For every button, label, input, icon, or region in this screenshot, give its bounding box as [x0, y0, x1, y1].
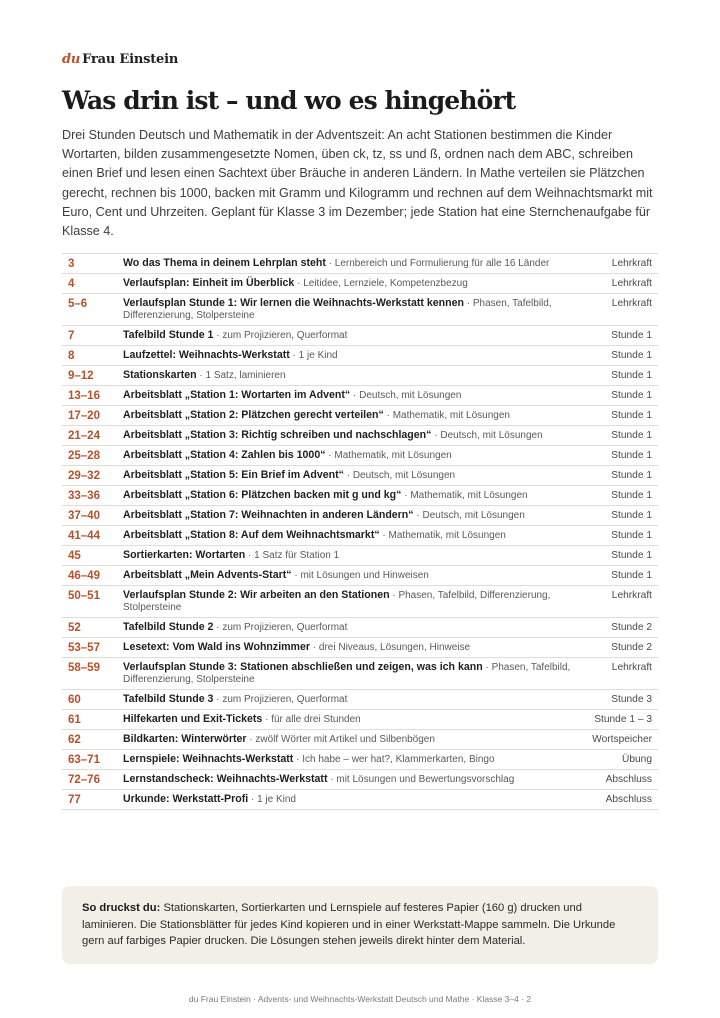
- contents-row: [62, 790, 658, 810]
- row-title: Lernspiele: Weihnachts-Werkstatt: [123, 753, 294, 765]
- row-entry: [123, 326, 583, 346]
- row-entry: [123, 710, 583, 730]
- contents-body: [62, 254, 658, 810]
- row-page: 33–36: [62, 486, 123, 506]
- row-page: 52: [62, 618, 123, 638]
- row-separator: ·: [291, 570, 301, 581]
- row-audience: Stunde 1: [583, 386, 658, 406]
- row-title: Arbeitsblatt „Station 6: Plätzchen backen mit g und kg“: [123, 489, 402, 501]
- row-title: Verlaufsplan Stunde 2: Wir arbeiten an den Stationen: [123, 589, 390, 601]
- row-description: Deutsch, mit Lösungen: [359, 390, 462, 401]
- row-title: Stationskarten: [123, 369, 197, 381]
- row-separator: ·: [246, 734, 256, 745]
- row-description: zum Projizieren, Querformat: [222, 330, 348, 341]
- row-separator: ·: [262, 714, 272, 725]
- row-page: 60: [62, 690, 123, 710]
- row-title: Arbeitsblatt „Station 5: Ein Brief im Advent“: [123, 469, 344, 481]
- row-audience: Stunde 1: [583, 466, 658, 486]
- contents-row: [62, 526, 658, 546]
- row-separator: ·: [389, 590, 399, 601]
- row-page: 61: [62, 710, 123, 730]
- row-title: Arbeitsblatt „Station 3: Richtig schreiben und nachschlagen“: [123, 429, 432, 441]
- row-description: zwölf Wörter mit Artikel und Silbenbögen: [255, 734, 435, 745]
- row-title: Arbeitsblatt „Station 2: Plätzchen gerecht verteilen“: [123, 409, 384, 421]
- row-entry: [123, 406, 583, 426]
- row-audience: Stunde 1: [583, 546, 658, 566]
- contents-row: [62, 386, 658, 406]
- row-description: 1 Satz für Station 1: [254, 550, 340, 561]
- row-audience: Stunde 1: [583, 346, 658, 366]
- contents-row: [62, 658, 658, 690]
- contents-row: [62, 690, 658, 710]
- row-entry: [123, 526, 583, 546]
- row-title: Lesetext: Vom Wald ins Wohnzimmer: [123, 641, 310, 653]
- row-description: Deutsch, mit Lösungen: [422, 510, 525, 521]
- row-title: Wo das Thema in deinem Lehrplan steht: [123, 257, 326, 269]
- row-audience: Stunde 1: [583, 426, 658, 446]
- row-title: Tafelbild Stunde 3: [123, 693, 214, 705]
- row-description: Lernbereich und Formulierung für alle 16 Länder: [334, 258, 550, 269]
- row-separator: ·: [213, 622, 223, 633]
- row-separator: ·: [350, 390, 360, 401]
- row-audience: Stunde 1 – 3: [583, 710, 658, 730]
- row-page: 77: [62, 790, 123, 810]
- row-audience: Abschluss: [583, 770, 658, 790]
- row-separator: ·: [401, 490, 411, 501]
- row-separator: ·: [310, 642, 319, 653]
- row-title: Bildkarten: Winterwörter: [123, 733, 247, 745]
- contents-row: [62, 274, 658, 294]
- row-audience: Stunde 1: [583, 406, 658, 426]
- row-title: Arbeitsblatt „Mein Advents-Start“: [123, 569, 292, 581]
- row-separator: ·: [413, 510, 423, 521]
- row-page: 13–16: [62, 386, 123, 406]
- row-entry: [123, 386, 583, 406]
- row-entry: [123, 770, 583, 790]
- contents-row: [62, 586, 658, 618]
- row-entry: [123, 254, 583, 274]
- row-audience: Lehrkraft: [583, 294, 658, 326]
- contents-row: [62, 566, 658, 586]
- row-entry: [123, 730, 583, 750]
- row-audience: Lehrkraft: [583, 586, 658, 618]
- row-title: Urkunde: Werkstatt-Profi: [123, 793, 249, 805]
- row-description: Phasen, Tafelbild, Differenzierung, Stolpersteine: [123, 298, 552, 321]
- row-entry: [123, 618, 583, 638]
- row-entry: [123, 346, 583, 366]
- row-audience: Stunde 2: [583, 618, 658, 638]
- row-audience: Stunde 1: [583, 366, 658, 386]
- row-description: zum Projizieren, Querformat: [222, 694, 348, 705]
- row-page: 72–76: [62, 770, 123, 790]
- contents-row: [62, 546, 658, 566]
- row-entry: [123, 790, 583, 810]
- row-description: Mathematik, mit Lösungen: [410, 490, 528, 501]
- contents-row: [62, 346, 658, 366]
- row-page: 3: [62, 254, 123, 274]
- row-title: Hilfekarten und Exit-Tickets: [123, 713, 263, 725]
- row-page: 53–57: [62, 638, 123, 658]
- row-title: Arbeitsblatt „Station 8: Auf dem Weihnachtsmarkt“: [123, 529, 380, 541]
- row-page: 41–44: [62, 526, 123, 546]
- row-page: 37–40: [62, 506, 123, 526]
- row-entry: [123, 690, 583, 710]
- contents-row: [62, 730, 658, 750]
- row-page: 62: [62, 730, 123, 750]
- row-separator: ·: [327, 774, 337, 785]
- row-separator: ·: [325, 258, 335, 269]
- row-audience: Lehrkraft: [583, 658, 658, 690]
- row-audience: Lehrkraft: [583, 274, 658, 294]
- row-separator: ·: [245, 550, 255, 561]
- contents-row: [62, 466, 658, 486]
- row-separator: ·: [294, 278, 304, 289]
- row-description: Phasen, Tafelbild, Differenzierung, Stolpersteine: [123, 590, 551, 613]
- row-separator: ·: [343, 470, 353, 481]
- intro-text: Drei Stunden Deutsch und Mathematik in der Adventszeit: An acht Stationen bestimmen die Kinder Wortarten, bilden zusammengesetzte Nomen, üben ck, tz, ss und ß, ordnen nach dem ABC, schreiben einen Brief und lesen einen Sachtext über Bräuche in anderen Ländern. In Mathe verteilen sie Plätzchen gerecht, rechnen bis 1000, backen mit Gramm und Kilogramm und rechnen auf dem Weihnachtsmarkt mit Euro, Cent und Uhrzeiten. Geplant für Klasse 3 im Dezember; jede Station hat eine Sternchenaufgabe für Klasse 4.: [62, 128, 653, 239]
- row-entry: [123, 546, 583, 566]
- row-audience: Stunde 1: [583, 506, 658, 526]
- row-separator: ·: [196, 370, 206, 381]
- row-page: 50–51: [62, 586, 123, 618]
- row-entry: [123, 466, 583, 486]
- print-note-label: So druckst du:: [82, 902, 161, 914]
- row-audience: Stunde 2: [583, 638, 658, 658]
- row-title: Lernstandscheck: Weihnachts-Werkstatt: [123, 773, 328, 785]
- contents-row: [62, 254, 658, 274]
- row-separator: ·: [325, 450, 335, 461]
- row-separator: ·: [431, 430, 441, 441]
- row-title: Verlaufsplan Stunde 1: Wir lernen die Weihnachts-Werkstatt kennen: [123, 297, 464, 309]
- row-entry: [123, 586, 583, 618]
- row-description: Ich habe – wer hat?, Klammerkarten, Bingo: [302, 754, 495, 765]
- row-title: Tafelbild Stunde 1: [123, 329, 214, 341]
- row-page: 21–24: [62, 426, 123, 446]
- row-description: 1 je Kind: [257, 794, 296, 805]
- row-separator: ·: [213, 694, 223, 705]
- row-entry: [123, 486, 583, 506]
- row-separator: ·: [293, 754, 303, 765]
- row-description: Leitidee, Lernziele, Kompetenzbezug: [303, 278, 468, 289]
- contents-row: [62, 638, 658, 658]
- row-page: 9–12: [62, 366, 123, 386]
- row-page: 46–49: [62, 566, 123, 586]
- row-page: 45: [62, 546, 123, 566]
- brand-du: du: [62, 52, 81, 67]
- row-separator: ·: [482, 662, 492, 673]
- row-separator: ·: [213, 330, 223, 341]
- row-entry: [123, 446, 583, 466]
- row-description: Mathematik, mit Lösungen: [334, 450, 452, 461]
- row-separator: ·: [289, 350, 299, 361]
- contents-row: [62, 486, 658, 506]
- row-entry: [123, 294, 583, 326]
- row-title: Tafelbild Stunde 2: [123, 621, 214, 633]
- row-title: Verlaufsplan: Einheit im Überblick: [123, 277, 295, 289]
- row-title: Arbeitsblatt „Station 7: Weihnachten in anderen Ländern“: [123, 509, 414, 521]
- row-audience: Stunde 1: [583, 326, 658, 346]
- row-page: 63–71: [62, 750, 123, 770]
- contents-row: [62, 366, 658, 386]
- row-audience: Lehrkraft: [583, 254, 658, 274]
- contents-row: [62, 750, 658, 770]
- row-audience: Stunde 1: [583, 566, 658, 586]
- contents-row: [62, 294, 658, 326]
- row-page: 7: [62, 326, 123, 346]
- row-description: zum Projizieren, Querformat: [222, 622, 348, 633]
- row-entry: [123, 274, 583, 294]
- row-description: Mathematik, mit Lösungen: [388, 530, 506, 541]
- row-page: 17–20: [62, 406, 123, 426]
- row-title: Verlaufsplan Stunde 3: Stationen abschließen und zeigen, was ich kann: [123, 661, 483, 673]
- row-separator: ·: [463, 298, 473, 309]
- row-description: mit Lösungen und Bewertungsvorschlag: [336, 774, 515, 785]
- row-description: 1 je Kind: [298, 350, 338, 361]
- row-entry: [123, 750, 583, 770]
- row-page: 25–28: [62, 446, 123, 466]
- page-title: Was drin ist – und wo es hingehört: [62, 86, 516, 115]
- contents-row: [62, 506, 658, 526]
- row-description: Mathematik, mit Lösungen: [392, 410, 510, 421]
- row-entry: [123, 506, 583, 526]
- row-separator: ·: [248, 794, 258, 805]
- row-entry: [123, 566, 583, 586]
- row-page: 58–59: [62, 658, 123, 690]
- row-audience: Stunde 3: [583, 690, 658, 710]
- row-page: 8: [62, 346, 123, 366]
- row-separator: ·: [383, 410, 393, 421]
- row-title: Arbeitsblatt „Station 1: Wortarten im Advent“: [123, 389, 351, 401]
- row-title: Arbeitsblatt „Station 4: Zahlen bis 1000“: [123, 449, 326, 461]
- print-note-text: Stationskarten, Sortierkarten und Lernspiele auf festeres Papier (160 g) drucken und laminieren. Die Stationsblätter für jedes Kind kopieren und in einer Werkstatt-Mappe sammeln. Die Urkunde gern auf farbiges Papier drucken. Die Lösungen stehen jeweils direkt hinter dem Material.: [82, 902, 616, 948]
- row-description: Deutsch, mit Lösungen: [440, 430, 543, 441]
- row-page: 29–32: [62, 466, 123, 486]
- row-description: Deutsch, mit Lösungen: [352, 470, 456, 481]
- row-audience: Stunde 1: [583, 526, 658, 546]
- row-entry: [123, 638, 583, 658]
- contents-row: [62, 446, 658, 466]
- row-page: 5–6: [62, 294, 123, 326]
- row-audience: Stunde 1: [583, 486, 658, 506]
- page-footer: du Frau Einstein · Advents- und Weihnachts-Werkstatt Deutsch und Mathe · Klasse 3–4 · 2: [188, 994, 532, 1004]
- contents-row: [62, 618, 658, 638]
- contents-row: [62, 710, 658, 730]
- brand-name: Frau Einstein: [82, 52, 179, 67]
- contents-row: [62, 426, 658, 446]
- row-description: drei Niveaus, Lösungen, Hinweise: [318, 642, 471, 653]
- print-note: [62, 886, 658, 964]
- row-description: mit Lösungen und Hinweisen: [300, 570, 429, 581]
- brand-logo: [62, 51, 178, 67]
- row-audience: Wortspeicher: [583, 730, 658, 750]
- row-audience: Abschluss: [583, 790, 658, 810]
- row-page: 4: [62, 274, 123, 294]
- row-entry: [123, 366, 583, 386]
- contents-row: [62, 406, 658, 426]
- row-title: Laufzettel: Weihnachts-Werkstatt: [123, 349, 290, 361]
- row-audience: Stunde 1: [583, 446, 658, 466]
- row-title: Sortierkarten: Wortarten: [123, 549, 246, 561]
- row-description: für alle drei Stunden: [271, 714, 361, 725]
- contents-row: [62, 770, 658, 790]
- contents-row: [62, 326, 658, 346]
- row-description: Phasen, Tafelbild, Differenzierung, Stolpersteine: [123, 662, 571, 685]
- row-separator: ·: [379, 530, 389, 541]
- row-description: 1 Satz, laminieren: [205, 370, 286, 381]
- row-audience: Übung: [583, 750, 658, 770]
- row-entry: [123, 426, 583, 446]
- row-entry: [123, 658, 583, 690]
- contents-table: [62, 253, 658, 810]
